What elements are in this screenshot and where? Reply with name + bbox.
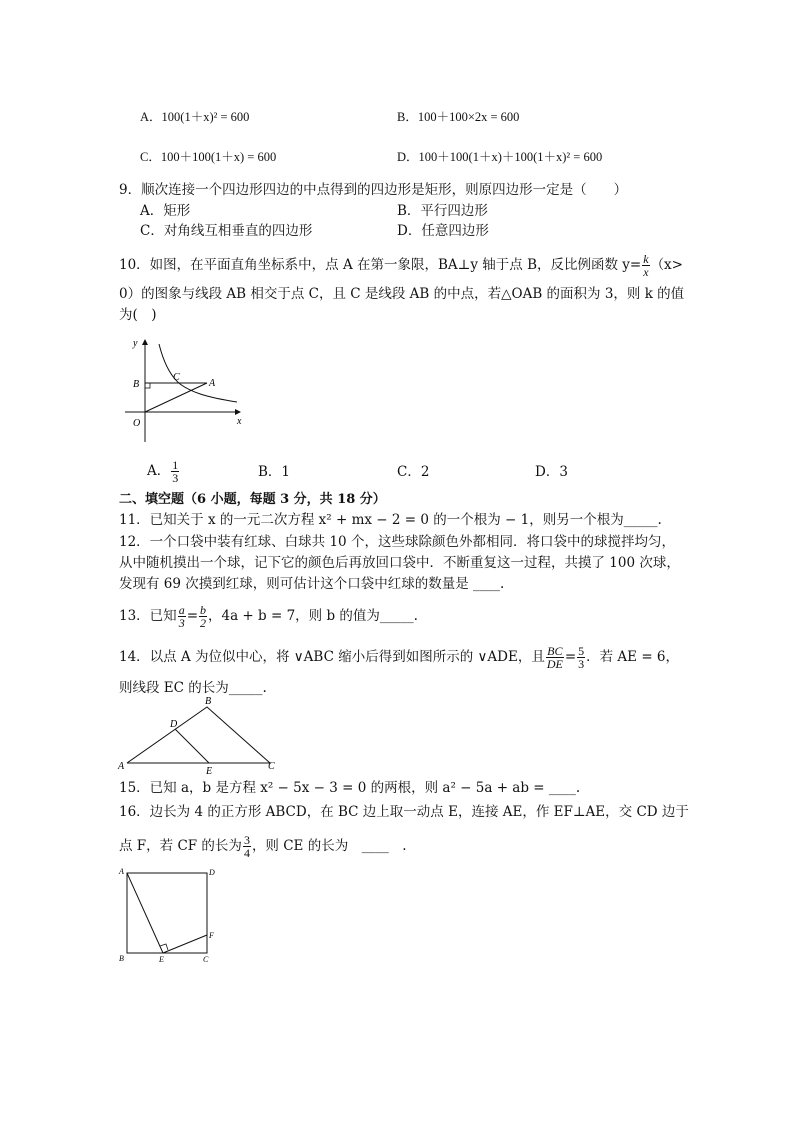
q10-hyperbola <box>159 344 237 402</box>
q14-label-d: D <box>170 719 178 730</box>
q12-line2: 从中随机摸出一个球，记下它的颜色后再放回口袋中．不断重复这一过程，共摸了 100 次球， <box>119 555 680 571</box>
q10-label-x: x <box>237 416 242 427</box>
q16-segment-ae <box>127 873 163 953</box>
q10-option-a-fraction <box>171 459 179 484</box>
q10-option-c: C．2 <box>397 464 430 480</box>
q14-triangle-abc <box>127 707 270 763</box>
q14-f2-numerator: 5 <box>578 644 585 658</box>
q14-equals: = <box>564 649 577 665</box>
q14-f1-denominator: DE <box>546 657 563 671</box>
q13-fraction-a-over-3 <box>178 604 186 629</box>
q13-f2-denominator: 2 <box>200 616 206 630</box>
q13 <box>119 604 418 629</box>
q16-figure <box>115 863 225 968</box>
q10-frac-denominator: x <box>643 265 649 279</box>
q16-label-e: E <box>159 955 164 964</box>
q8-option-d: D．100＋100(1＋x)＋100(1＋x)² = 600 <box>397 150 603 164</box>
section-2-heading: 二、填空题（6 小题，每题 3 分，共 18 分） <box>119 492 386 507</box>
q10-stem-line2: 0）的图象与线段 AB 相交于点 C，且 C 是线段 AB 的中点，若△OAB 的面积为 3，则 k 的值 <box>119 286 685 302</box>
q16-label-c: C <box>203 955 209 964</box>
q10-option-b: B．1 <box>258 464 291 480</box>
q11: 11．已知关于 x 的一元二次方程 x² + mx − 2 = 0 的一个根为 − 1，则另一个根为_____. <box>119 512 662 528</box>
q9-option-a: A．矩形 <box>140 203 191 219</box>
q13-equals: = <box>186 608 198 624</box>
q14-fraction-5-over-3 <box>577 645 585 670</box>
q16-label-f: F <box>209 931 214 940</box>
q14-pre: 14．以点 A 为位似中心，将 ∨ABC 缩小后得到如图所示的 ∨ADE，且 <box>119 649 545 665</box>
q16-label-d: D <box>209 868 215 877</box>
q9-option-d: D．任意四边形 <box>397 223 489 239</box>
q10-label-y: y <box>133 338 138 349</box>
q16-square-abcd <box>127 873 207 953</box>
q14-fraction-bc-over-de <box>546 645 564 670</box>
q13-f2-numerator: b <box>200 603 206 617</box>
q10-segment-oa <box>145 383 207 412</box>
q13-post: ，4a + b = 7，则 b 的值为_____. <box>208 608 418 624</box>
q10-label-o: O <box>133 418 141 429</box>
q14-f1-numerator: BC <box>547 644 563 658</box>
q9-stem: 9．顺次连接一个四边形四边的中点得到的四边形是矩形，则原四边形一定是（ ） <box>119 182 628 198</box>
q10-label-c: C <box>173 372 180 383</box>
q14-line1 <box>119 645 679 670</box>
q14-figure <box>115 695 285 777</box>
q14-segment-de <box>175 729 209 763</box>
q14-f2-denominator: 3 <box>578 657 585 671</box>
q16-line2 <box>119 834 407 859</box>
q13-pre: 13．已知 <box>119 608 177 624</box>
q10-frac-numerator: k <box>643 252 649 266</box>
q16-label-b: B <box>119 954 124 963</box>
q10-stem-line3: 为( ) <box>119 307 157 323</box>
q9-option-c: C．对角线互相垂直的四边形 <box>140 223 313 239</box>
q16-denominator: 4 <box>243 846 250 860</box>
q10-figure <box>125 330 250 445</box>
q14-line2: 则线段 EC 的长为_____. <box>119 680 267 696</box>
q14-label-b: B <box>205 696 212 707</box>
q10-fraction-k-over-x <box>642 253 649 278</box>
q16-label-a: A <box>119 867 124 876</box>
q10-right-angle-mark <box>145 383 150 388</box>
q13-f1-numerator: a <box>178 603 185 617</box>
q10-option-a-numerator: 1 <box>172 458 179 472</box>
q10-option-a-denominator: 3 <box>172 471 179 485</box>
q12-line3: 发现有 69 次摸到红球，则可估计这个口袋中红球的数量是 ____. <box>119 576 505 592</box>
q13-f1-denominator: 3 <box>178 616 185 630</box>
q10-option-a <box>147 459 180 484</box>
q9-option-b: B．平行四边形 <box>397 203 488 219</box>
q16-numerator: 3 <box>243 833 250 847</box>
q10-stem-a: 10．如图，在平面直角坐标系中，点 A 在第一象限，BA⊥y 轴于点 B，反比例函数 y= <box>119 257 642 273</box>
q16-post: ，则 CE 的长为 ____ . <box>251 838 407 854</box>
q10-option-a-label: A． <box>147 463 171 479</box>
q14-label-c: C <box>268 761 275 772</box>
q10-stem-line1 <box>119 253 683 278</box>
q12-line1: 12．一个口袋中装有红球、白球共 10 个，这些球除颜色外都相同．将口袋中的球搅拌均匀， <box>119 534 675 550</box>
q8-option-c: C．100＋100(1＋x) = 600 <box>140 150 277 164</box>
q16-line1: 16．边长为 4 的正方形 ABCD，在 BC 边上取一动点 E，连接 AE，作 EF⊥AE，交 CD 边于 <box>119 804 689 820</box>
q10-label-a: A <box>209 378 216 389</box>
q8-option-a: A．100(1＋x)² = 600 <box>140 110 250 124</box>
q15: 15．已知 a，b 是方程 x² − 5x − 3 = 0 的两根，则 a² − 5a + ab = ____. <box>119 780 581 796</box>
q10-stem-b: （x> <box>650 257 683 273</box>
q16-pre: 点 F，若 CF 的长为 <box>119 838 242 854</box>
q14-label-e: E <box>206 766 213 777</box>
q14-post: ．若 AE = 6， <box>586 649 680 665</box>
q10-option-d: D．3 <box>535 464 568 480</box>
q16-segment-ef <box>163 935 207 953</box>
q10-label-b: B <box>133 379 140 390</box>
q13-fraction-b-over-2 <box>199 604 207 629</box>
q14-label-a: A <box>118 761 125 772</box>
q16-fraction-3-over-4 <box>243 834 251 859</box>
q8-option-b: B．100＋100×2x = 600 <box>397 110 520 124</box>
